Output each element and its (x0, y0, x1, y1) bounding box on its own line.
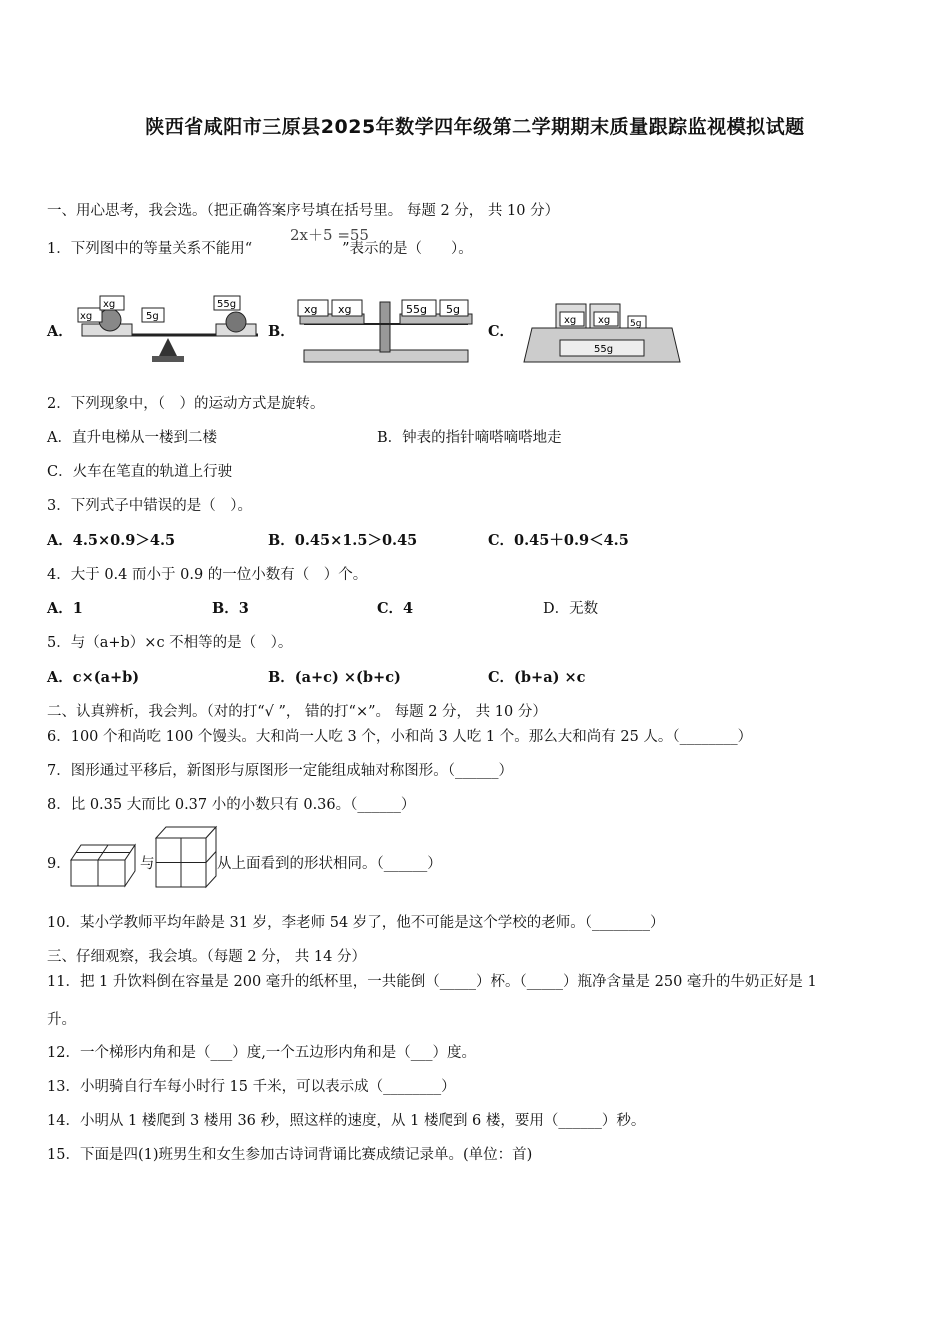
question-14: 14．小明从 1 楼爬到 3 楼用 36 秒，照这样的速度，从 1 楼爬到 6 楼，要用（______）秒。 (47, 1113, 646, 1129)
q5-option-c[interactable]: C．(b+a) ×c (488, 669, 586, 686)
q9-tail: 从上面看到的形状相同。（______） (217, 856, 442, 872)
a-weight-55g: 55g (217, 299, 237, 310)
section-1-heading: 一、用心思考，我会选。（把正确答案序号填在括号里。 每题 2 分， 共 10 分） (47, 203, 560, 219)
question-1-stem (47, 239, 473, 259)
equation-formula: 2x＋5 =55 (290, 226, 369, 244)
c-display-55g: 55g (594, 344, 614, 355)
question-11-line-1: 11．把 1 升饮料倒在容量是 200 毫升的纸杯里，一共能倒（_____）杯。（_____）瓶净含量是 250 毫升的牛奶正好是 1 (47, 974, 817, 990)
q5-option-a[interactable]: A．c×(a+b) (47, 669, 140, 686)
a-weight-5g: 5g (146, 311, 159, 322)
pan-balance-image (294, 288, 478, 368)
q2-option-b[interactable]: B．钟表的指针嘀嗒嘀嗒地走 (377, 430, 562, 446)
digital-scale-image (516, 292, 688, 368)
q1-option-c-label: C． (488, 323, 515, 340)
q4-option-c[interactable]: C．4 (377, 600, 414, 617)
q1-stem-post: ”表示的是（ ）。 (342, 241, 473, 257)
q1-option-b-label: B． (268, 323, 295, 340)
page-title: 陕西省咸阳市三原县2025年数学四年级第二学期期末质量跟踪监视模拟试题 (145, 116, 805, 138)
question-8: 8．比 0.35 大而比 0.37 小的小数只有 0.36。（______） (47, 797, 416, 813)
question-6: 6．100 个和尚吃 100 个馒头。大和尚一人吃 3 个，小和尚 3 人吃 1 个。那么大和尚有 25 人。（________） (47, 729, 753, 745)
cube-stack-b-image (153, 824, 219, 890)
section-2-heading: 二、认真辨析，我会判。（对的打“√ ”， 错的打“×”。 每题 2 分， 共 10 分） (47, 704, 547, 720)
cube-stack-a-image (68, 840, 140, 888)
q3-option-b[interactable]: B．0.45×1.5＞0.45 (268, 532, 418, 549)
question-4-stem: 4．大于 0.4 而小于 0.9 的一位小数有（ ）个。 (47, 567, 368, 583)
question-3-stem: 3．下列式子中错误的是（ ）。 (47, 498, 252, 514)
c-weight-5g: 5g (630, 319, 642, 329)
b-weight-xg-1: xg (304, 303, 318, 316)
question-12: 12．一个梯形内角和是（___）度,一个五边形内角和是（___）度。 (47, 1045, 477, 1061)
q1-stem-pre: 1．下列图中的等量关系不能用“ (47, 241, 253, 257)
q9-connector: 与 (140, 856, 155, 872)
q2-option-c[interactable]: C．火车在笔直的轨道上行驶 (47, 464, 233, 480)
question-13: 13．小明骑自行车每小时行 15 千米，可以表示成（________） (47, 1079, 456, 1095)
question-7: 7．图形通过平移后，新图形与原图形一定能组成轴对称图形。（______） (47, 763, 513, 779)
q3-option-c[interactable]: C．0.45＋0.9＜4.5 (488, 532, 629, 549)
q4-option-a[interactable]: A．1 (47, 600, 83, 617)
question-10: 10．某小学教师平均年龄是 31 岁，李老师 54 岁了，他不可能是这个学校的老师。（________） (47, 915, 665, 931)
a-weight-xg-1: xg (80, 311, 93, 322)
question-15: 15．下面是四(1)班男生和女生参加古诗词背诵比赛成绩记录单。(单位：首) (47, 1147, 533, 1163)
question-5-stem: 5．与（a+b）×c 不相等的是（ ）。 (47, 635, 293, 651)
q2-option-a[interactable]: A．直升电梯从一楼到二楼 (47, 430, 217, 446)
q3-option-a[interactable]: A．4.5×0.9＞4.5 (47, 532, 176, 549)
q9-number: 9． (47, 856, 71, 872)
q4-option-d[interactable]: D．无数 (543, 601, 599, 617)
question-11-line-2: 升。 (47, 1012, 76, 1028)
seesaw-balance-image (68, 290, 268, 370)
q4-option-b[interactable]: B．3 (212, 600, 249, 617)
q5-option-b[interactable]: B．(a+c) ×(b+c) (268, 669, 401, 686)
question-2-stem: 2．下列现象中，（ ）的运动方式是旋转。 (47, 396, 325, 412)
c-weight-xg-2: xg (598, 315, 611, 326)
section-3-heading: 三、仔细观察，我会填。（每题 2 分， 共 14 分） (47, 949, 366, 965)
b-weight-xg-2: xg (338, 303, 352, 316)
b-weight-55g: 55g (406, 303, 427, 316)
b-weight-5g: 5g (446, 303, 460, 316)
c-weight-xg-1: xg (564, 315, 577, 326)
a-weight-xg-2: xg (103, 299, 116, 310)
q1-option-a-label: A． (47, 323, 73, 340)
